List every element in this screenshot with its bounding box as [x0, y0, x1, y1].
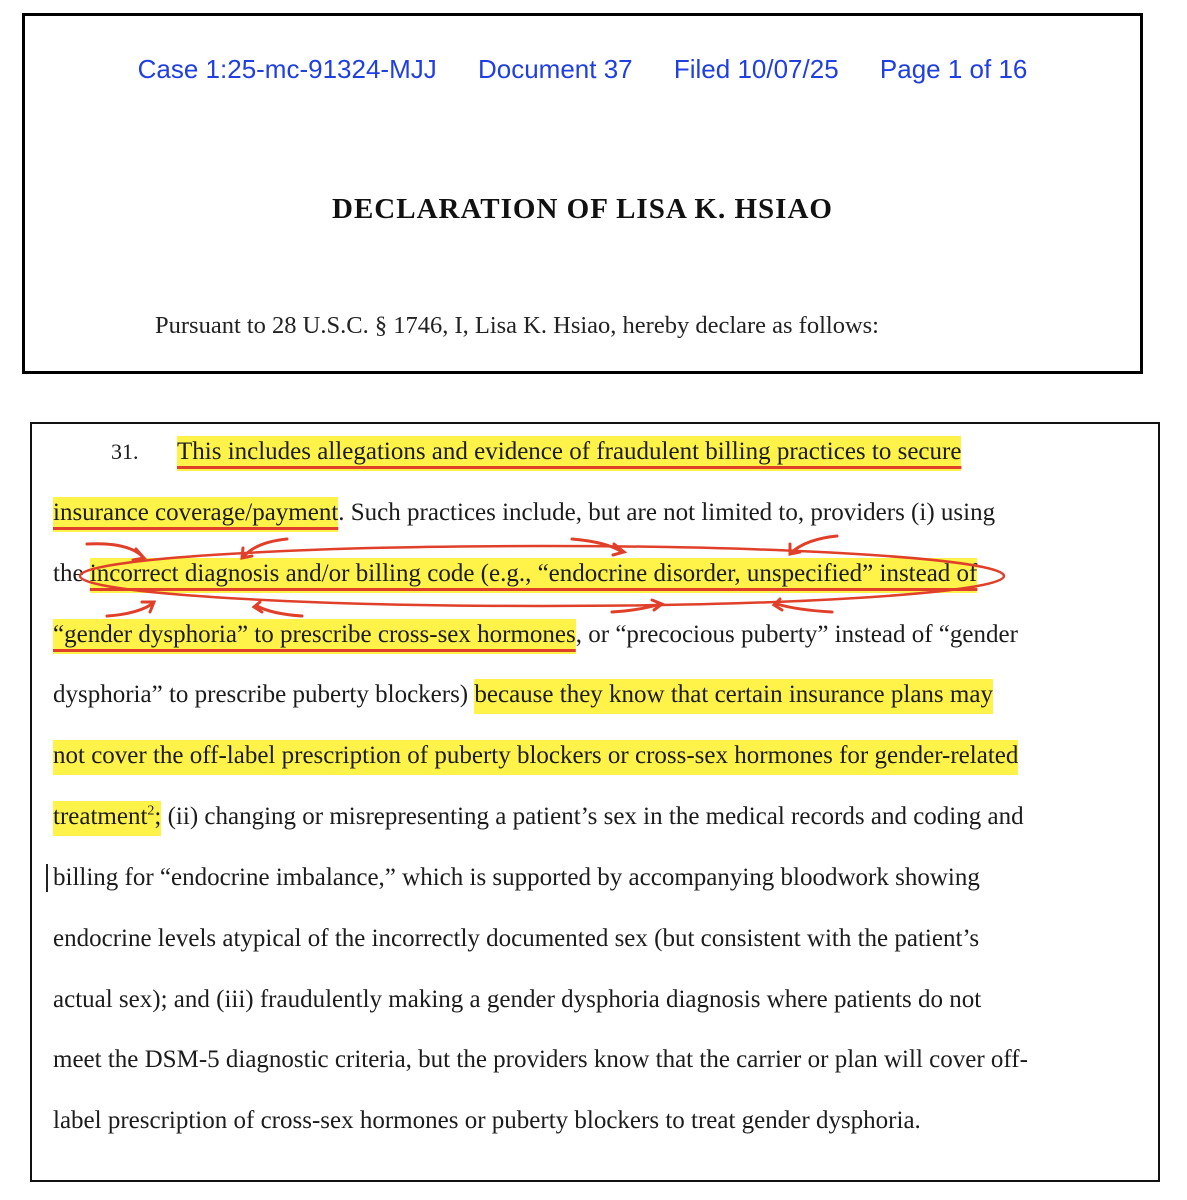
red-arrow-annotation: [242, 539, 287, 558]
paragraph-number: 31.: [111, 439, 139, 464]
highlighted-text: “gender dysphoria” to prescribe cross-sex hormones: [53, 619, 576, 654]
text-run: the: [53, 560, 90, 587]
document-header-panel: [22, 13, 1143, 374]
red-arrow-annotation: [254, 602, 302, 616]
excerpt-line-1: [53, 438, 961, 466]
text-run: treatment: [53, 803, 148, 830]
highlighted-text: insurance coverage/payment: [53, 497, 338, 532]
excerpt-line-8: billing for “endocrine imbalance,” which is supported by accompanying bloodwork showing: [53, 864, 980, 891]
page-indicator: Page 1 of 16: [879, 54, 1028, 84]
document-number: Document 37: [477, 54, 633, 84]
highlighted-text: This includes allegations and evidence of fraudulent billing practices to secure: [177, 436, 961, 471]
highlighted-text: incorrect diagnosis and/or billing code (e.g., “endocrine disorder, unspecified” instead of: [90, 558, 978, 593]
ecf-header: [25, 54, 1140, 85]
excerpt-line-5: [53, 681, 993, 709]
text-run: . Such practices include, but are not limited to, providers (i) using: [338, 499, 996, 526]
red-arrow-annotation: [572, 539, 624, 555]
footnote-marker: 2: [147, 803, 155, 819]
excerpt-line-6: [53, 742, 1018, 770]
case-number: Case 1:25-mc-91324-MJJ: [137, 54, 437, 84]
excerpt-line-2: [53, 499, 995, 527]
highlighted-text: not cover the off-label prescription of puberty blockers or cross-sex hormones for gender-related: [53, 740, 1018, 775]
highlighted-text: because they know that certain insurance plans may: [474, 679, 993, 714]
excerpt-panel: [30, 422, 1160, 1182]
declaration-title: DECLARATION OF LISA K. HSIAO: [332, 193, 833, 225]
red-arrow-annotation: [612, 600, 662, 612]
text-run: (ii) changing or misrepresenting a patient’s sex in the medical records and coding and: [161, 803, 1024, 830]
excerpt-line-3: [53, 560, 977, 588]
red-arrow-annotation: [107, 602, 154, 616]
red-arrow-annotation: [790, 536, 837, 554]
text-run: dysphoria” to prescribe puberty blockers): [53, 681, 475, 708]
excerpt-line-9: endocrine levels atypical of the incorrectly documented sex (but consistent with the patient’s: [53, 925, 980, 952]
intro-statement: Pursuant to 28 U.S.C. § 1746, I, Lisa K. Hsiao, hereby declare as follows:: [155, 312, 879, 339]
excerpt-line-7: [53, 803, 1024, 831]
excerpt-line-4: [53, 621, 1018, 649]
filed-date: Filed 10/07/25: [673, 54, 839, 84]
text-cursor: [46, 864, 48, 892]
excerpt-line-12: label prescription of cross-sex hormones or puberty blockers to treat gender dysphoria.: [53, 1107, 921, 1134]
excerpt-line-11: meet the DSM-5 diagnostic criteria, but the providers know that the carrier or plan will cover off-: [53, 1046, 1028, 1073]
red-arrow-annotation: [774, 599, 832, 612]
highlighted-text: [53, 801, 161, 836]
excerpt-line-10: actual sex); and (iii) fraudulently making a gender dysphoria diagnosis where patients do not: [53, 986, 982, 1013]
text-run: , or “precocious puberty” instead of “gender: [575, 621, 1018, 648]
text-run: ;: [154, 803, 162, 830]
